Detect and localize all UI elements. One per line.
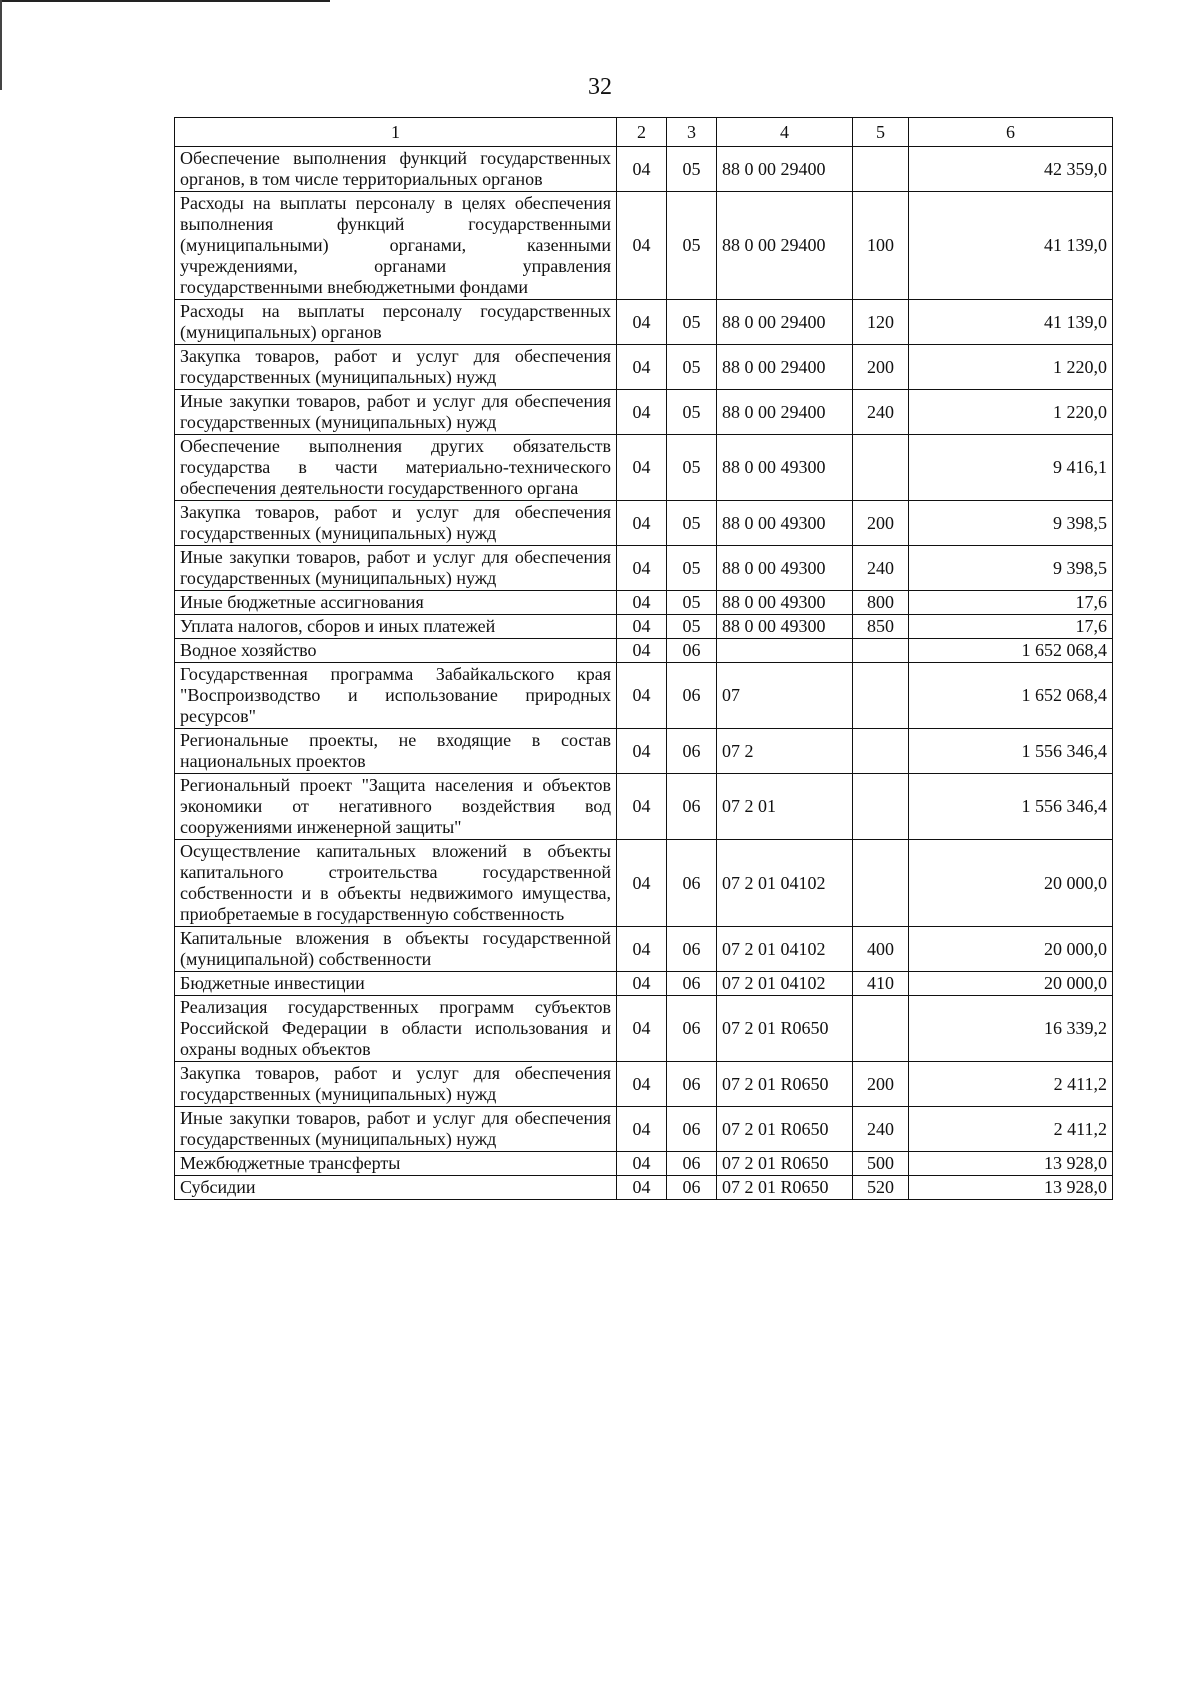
row-amount-cell: 1 220,0 [909,390,1113,435]
row-name-cell: Уплата налогов, сборов и иных платежей [175,615,617,639]
row-target-code-cell: 07 2 01 04102 [717,927,853,972]
header-col-6: 6 [909,118,1113,147]
row-expense-type-cell [853,840,909,927]
row-target-code-cell: 07 [717,663,853,729]
row-subsection-cell: 06 [667,996,717,1062]
table-row [175,996,1113,1062]
row-section-cell: 04 [617,774,667,840]
table-row [175,345,1113,390]
row-section-cell: 04 [617,591,667,615]
row-subsection-cell: 05 [667,501,717,546]
row-section-cell: 04 [617,927,667,972]
row-target-code-cell: 88 0 00 29400 [717,192,853,300]
row-name-cell: Бюджетные инвестиции [175,972,617,996]
header-col-1: 1 [175,118,617,147]
row-subsection-cell: 06 [667,927,717,972]
row-expense-type-cell: 200 [853,345,909,390]
row-name-cell: Закупка товаров, работ и услуг для обеспечения государственных (муниципальных) нужд [175,345,617,390]
row-name-cell: Иные закупки товаров, работ и услуг для обеспечения государственных (муниципальных) нужд [175,390,617,435]
table-row [175,546,1113,591]
row-amount-cell: 13 928,0 [909,1152,1113,1176]
row-subsection-cell: 05 [667,300,717,345]
row-expense-type-cell [853,774,909,840]
row-name-cell: Субсидии [175,1176,617,1200]
table-row [175,300,1113,345]
table-row [175,615,1113,639]
header-col-5: 5 [853,118,909,147]
row-amount-cell: 20 000,0 [909,972,1113,996]
table-row [175,1107,1113,1152]
table-row [175,639,1113,663]
row-target-code-cell: 07 2 01 [717,774,853,840]
row-name-cell: Обеспечение выполнения функций государственных органов, в том числе территориальных органов [175,147,617,192]
row-expense-type-cell: 800 [853,591,909,615]
table-row [175,591,1113,615]
row-expense-type-cell: 410 [853,972,909,996]
row-section-cell: 04 [617,639,667,663]
row-section-cell: 04 [617,546,667,591]
row-amount-cell: 9 398,5 [909,546,1113,591]
page-number: 32 [588,74,612,100]
row-expense-type-cell: 240 [853,546,909,591]
row-subsection-cell: 06 [667,840,717,927]
row-name-cell: Региональные проекты, не входящие в состав национальных проектов [175,729,617,774]
row-amount-cell: 17,6 [909,615,1113,639]
row-target-code-cell: 07 2 01 R0650 [717,1062,853,1107]
row-target-code-cell: 88 0 00 49300 [717,501,853,546]
row-target-code-cell: 07 2 01 R0650 [717,1176,853,1200]
row-expense-type-cell: 400 [853,927,909,972]
row-target-code-cell: 07 2 01 04102 [717,972,853,996]
row-name-cell: Водное хозяйство [175,639,617,663]
row-section-cell: 04 [617,1062,667,1107]
row-section-cell: 04 [617,840,667,927]
row-expense-type-cell: 520 [853,1176,909,1200]
row-amount-cell: 1 556 346,4 [909,729,1113,774]
row-name-cell: Региональный проект "Защита населения и объектов экономики от негативного воздействия вод сооружениями инженерной защиты" [175,774,617,840]
row-name-cell: Расходы на выплаты персоналу в целях обеспечения выполнения функций государственными (муниципальными) органами, казенными учреждениями, органами управления государственными внебюджетными фондами [175,192,617,300]
row-amount-cell: 1 220,0 [909,345,1113,390]
row-target-code-cell: 88 0 00 49300 [717,546,853,591]
row-subsection-cell: 05 [667,615,717,639]
row-target-code-cell: 07 2 01 04102 [717,840,853,927]
row-section-cell: 04 [617,300,667,345]
row-name-cell: Реализация государственных программ субъектов Российской Федерации в области использования и охраны водных объектов [175,996,617,1062]
table-row [175,1176,1113,1200]
row-amount-cell: 13 928,0 [909,1176,1113,1200]
row-target-code-cell: 07 2 01 R0650 [717,1152,853,1176]
row-expense-type-cell: 850 [853,615,909,639]
table-row [175,729,1113,774]
row-subsection-cell: 05 [667,345,717,390]
row-expense-type-cell: 120 [853,300,909,345]
row-subsection-cell: 06 [667,1152,717,1176]
row-expense-type-cell [853,663,909,729]
row-expense-type-cell: 200 [853,501,909,546]
row-amount-cell: 20 000,0 [909,840,1113,927]
row-target-code-cell [717,639,853,663]
row-subsection-cell: 06 [667,729,717,774]
table-row [175,774,1113,840]
row-expense-type-cell: 100 [853,192,909,300]
row-target-code-cell: 88 0 00 49300 [717,435,853,501]
row-subsection-cell: 06 [667,1107,717,1152]
row-section-cell: 04 [617,501,667,546]
row-subsection-cell: 05 [667,147,717,192]
row-amount-cell: 20 000,0 [909,927,1113,972]
row-section-cell: 04 [617,1107,667,1152]
row-name-cell: Обеспечение выполнения других обязательств государства в части материально-технического обеспечения деятельности государственного органа [175,435,617,501]
scan-edge-top [0,0,330,2]
row-section-cell: 04 [617,1152,667,1176]
row-target-code-cell: 88 0 00 29400 [717,390,853,435]
row-expense-type-cell: 240 [853,1107,909,1152]
row-amount-cell: 42 359,0 [909,147,1113,192]
row-name-cell: Государственная программа Забайкальского края "Воспроизводство и использование природных ресурсов" [175,663,617,729]
row-subsection-cell: 05 [667,591,717,615]
row-amount-cell: 9 398,5 [909,501,1113,546]
row-target-code-cell: 07 2 01 R0650 [717,996,853,1062]
row-expense-type-cell [853,639,909,663]
row-name-cell: Иные бюджетные ассигнования [175,591,617,615]
row-target-code-cell: 88 0 00 29400 [717,345,853,390]
row-name-cell: Закупка товаров, работ и услуг для обеспечения государственных (муниципальных) нужд [175,1062,617,1107]
row-subsection-cell: 06 [667,639,717,663]
row-section-cell: 04 [617,147,667,192]
row-name-cell: Закупка товаров, работ и услуг для обеспечения государственных (муниципальных) нужд [175,501,617,546]
row-subsection-cell: 06 [667,1062,717,1107]
header-col-2: 2 [617,118,667,147]
row-section-cell: 04 [617,1176,667,1200]
row-subsection-cell: 05 [667,546,717,591]
row-subsection-cell: 05 [667,435,717,501]
row-expense-type-cell [853,729,909,774]
row-section-cell: 04 [617,663,667,729]
row-expense-type-cell [853,147,909,192]
table-header-row [175,118,1113,147]
row-expense-type-cell: 240 [853,390,909,435]
row-amount-cell: 41 139,0 [909,192,1113,300]
row-target-code-cell: 88 0 00 49300 [717,591,853,615]
table-row [175,501,1113,546]
row-name-cell: Иные закупки товаров, работ и услуг для обеспечения государственных (муниципальных) нужд [175,1107,617,1152]
row-name-cell: Расходы на выплаты персоналу государственных (муниципальных) органов [175,300,617,345]
row-section-cell: 04 [617,996,667,1062]
row-target-code-cell: 88 0 00 29400 [717,147,853,192]
table-row [175,435,1113,501]
row-name-cell: Осуществление капитальных вложений в объекты капитального строительства государственной собственности и в объекты недвижимого имущества, приобретаемые в государственную собственность [175,840,617,927]
row-subsection-cell: 06 [667,1176,717,1200]
row-amount-cell: 17,6 [909,591,1113,615]
row-expense-type-cell [853,435,909,501]
row-section-cell: 04 [617,345,667,390]
row-amount-cell: 9 416,1 [909,435,1113,501]
table-row [175,147,1113,192]
row-amount-cell: 1 556 346,4 [909,774,1113,840]
row-target-code-cell: 88 0 00 29400 [717,300,853,345]
row-section-cell: 04 [617,435,667,501]
row-subsection-cell: 06 [667,774,717,840]
row-subsection-cell: 06 [667,663,717,729]
table-row [175,1152,1113,1176]
row-target-code-cell: 07 2 [717,729,853,774]
row-expense-type-cell: 500 [853,1152,909,1176]
row-expense-type-cell [853,996,909,1062]
row-section-cell: 04 [617,192,667,300]
budget-table [174,117,1113,1200]
row-name-cell: Межбюджетные трансферты [175,1152,617,1176]
table-row [175,927,1113,972]
row-amount-cell: 1 652 068,4 [909,639,1113,663]
row-amount-cell: 16 339,2 [909,996,1113,1062]
row-name-cell: Иные закупки товаров, работ и услуг для обеспечения государственных (муниципальных) нужд [175,546,617,591]
row-section-cell: 04 [617,972,667,996]
row-amount-cell: 1 652 068,4 [909,663,1113,729]
row-section-cell: 04 [617,729,667,774]
row-section-cell: 04 [617,615,667,639]
row-expense-type-cell: 200 [853,1062,909,1107]
header-col-4: 4 [717,118,853,147]
table-body [175,118,1113,1200]
row-amount-cell: 41 139,0 [909,300,1113,345]
row-amount-cell: 2 411,2 [909,1062,1113,1107]
table-row [175,840,1113,927]
table-row [175,663,1113,729]
row-target-code-cell: 88 0 00 49300 [717,615,853,639]
row-section-cell: 04 [617,390,667,435]
row-subsection-cell: 05 [667,192,717,300]
row-subsection-cell: 05 [667,390,717,435]
row-amount-cell: 2 411,2 [909,1107,1113,1152]
row-subsection-cell: 06 [667,972,717,996]
row-name-cell: Капитальные вложения в объекты государственной (муниципальной) собственности [175,927,617,972]
table-row [175,1062,1113,1107]
table-row [175,390,1113,435]
header-col-3: 3 [667,118,717,147]
table-row [175,192,1113,300]
table-row [175,972,1113,996]
row-target-code-cell: 07 2 01 R0650 [717,1107,853,1152]
